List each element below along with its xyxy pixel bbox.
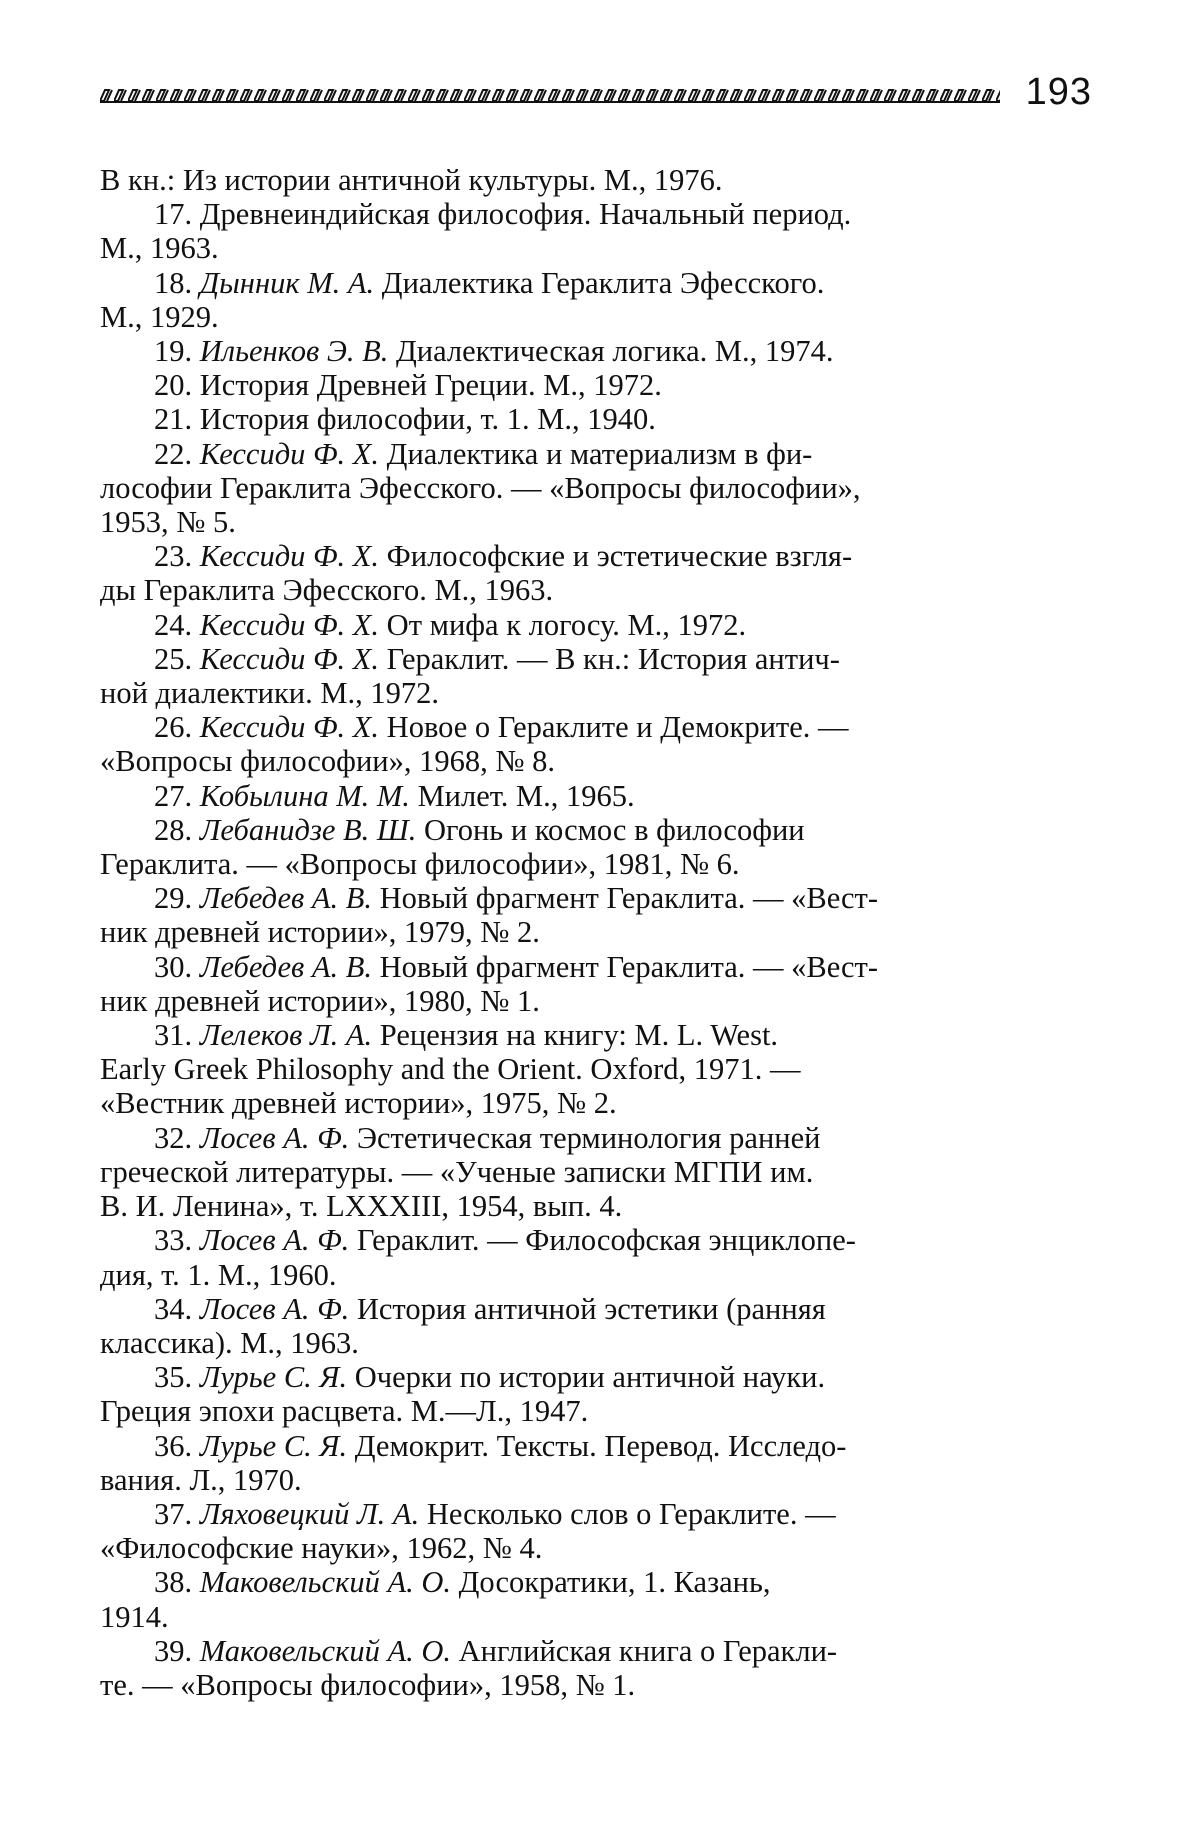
entry-number: 25.	[154, 641, 193, 676]
bibliography-entry	[100, 881, 1100, 915]
entry-number: 29.	[154, 881, 193, 916]
bibliography-entry	[100, 813, 1100, 847]
entry-author: Маковельский А. О.	[199, 1633, 451, 1668]
bibliography-entry-continuation	[100, 1463, 1100, 1497]
entry-text: классика). М., 1963.	[100, 1325, 359, 1360]
bibliography-entry	[100, 1360, 1100, 1394]
entry-author: Кобылина М. М.	[199, 778, 410, 813]
entry-text: Early Greek Philosophy and the Orient. Oxford, 1971. —	[100, 1052, 801, 1087]
entry-text: Гераклит. — В кн.: История антич-	[386, 641, 840, 676]
entry-author: Кессиди Ф. Х.	[199, 641, 380, 676]
entry-text: 1914.	[100, 1599, 169, 1634]
entry-text: Рецензия на книгу: M. L. West.	[379, 1018, 779, 1053]
entry-text: В. И. Ленина», т. LXXXIII, 1954, вып. 4.	[100, 1189, 623, 1224]
entry-number: 36.	[154, 1428, 193, 1463]
entry-text: Очерки по истории античной науки.	[354, 1360, 826, 1395]
bibliography-entry	[100, 950, 1100, 984]
bibliography-entry-continuation	[100, 676, 1100, 710]
entry-text: М., 1963.	[100, 231, 219, 266]
entry-number: 34.	[154, 1291, 193, 1326]
entry-text: Древнеиндийская философия. Начальный период.	[199, 197, 852, 232]
bibliography-entry	[100, 710, 1100, 744]
entry-text: ды Гераклита Эфесского. М., 1963.	[100, 573, 554, 608]
entry-number: 17.	[154, 197, 193, 232]
entry-author: Лебедев А. В.	[199, 881, 372, 916]
bibliography-entry	[100, 266, 1100, 300]
entry-text: ной диалектики. М., 1972.	[100, 676, 439, 711]
entry-text: Новый фрагмент Гераклита. — «Вест-	[379, 881, 879, 916]
entry-author: Лурье С. Я.	[199, 1360, 348, 1395]
entry-number: 19.	[154, 334, 193, 369]
entry-author: Лосев А. Ф.	[199, 1291, 350, 1326]
bibliography-entry	[100, 539, 1100, 573]
entry-author: Кессиди Ф. Х.	[199, 607, 380, 642]
bibliography-entry	[100, 1121, 1100, 1155]
entry-text: «Вопросы философии», 1968, № 8.	[100, 744, 555, 779]
entry-text: те. — «Вопросы философии», 1958, № 1.	[100, 1667, 636, 1702]
bibliography-entry	[100, 1497, 1100, 1531]
bibliography-entry-continuation	[100, 984, 1100, 1018]
decorative-rule-ornament	[100, 87, 1000, 105]
bibliography-entry-continuation	[100, 847, 1100, 881]
entry-author: Дынник М. А.	[199, 265, 375, 300]
entry-text: Английская книга о Геракли-	[458, 1633, 838, 1668]
entry-author: Лелеков Л. А.	[199, 1018, 373, 1053]
entry-text: М., 1929.	[100, 299, 219, 334]
bibliography-entry-continuation	[100, 505, 1100, 539]
bibliography-entry	[100, 437, 1100, 471]
entry-text: Греция эпохи расцвета. М.—Л., 1947.	[100, 1394, 589, 1429]
entry-text: ник древней истории», 1979, № 2.	[100, 915, 540, 950]
entry-number: 18.	[154, 265, 193, 300]
entry-number: 27.	[154, 778, 193, 813]
entry-number: 33.	[154, 1223, 193, 1258]
bibliography-entry	[100, 608, 1100, 642]
entry-text: Диалектика Гераклита Эфесского.	[381, 265, 825, 300]
entry-number: 38.	[154, 1565, 193, 1600]
entry-author: Ильенков Э. В.	[199, 334, 389, 369]
bibliography-entry-continuation	[100, 1052, 1100, 1086]
entry-text: Новый фрагмент Гераклита. — «Вест-	[379, 949, 879, 984]
bibliography-entry	[100, 1565, 1100, 1599]
entry-number: 20.	[154, 368, 193, 403]
entry-text: Философские и эстетические взгля-	[386, 539, 853, 574]
entry-text: дия, т. 1. М., 1960.	[100, 1257, 337, 1292]
entry-author: Кессиди Ф. Х.	[199, 539, 380, 574]
entry-author: Лебедев А. В.	[199, 949, 372, 984]
bibliography-entry	[100, 368, 1100, 402]
entry-text: Демокрит. Тексты. Перевод. Исследо-	[354, 1428, 847, 1463]
entry-number: 23.	[154, 539, 193, 574]
bibliography-entry	[100, 334, 1100, 368]
entry-text: вания. Л., 1970.	[100, 1462, 302, 1497]
entry-text: Диалектика и материализм в фи-	[386, 436, 813, 471]
entry-text: греческой литературы. — «Ученые записки МГПИ им.	[100, 1154, 814, 1189]
entry-author: Кессиди Ф. Х.	[199, 710, 380, 745]
entry-text: лософии Гераклита Эфесского. — «Вопросы философии»,	[100, 470, 861, 505]
entry-author: Кессиди Ф. Х.	[199, 436, 380, 471]
bibliography-entry	[100, 1223, 1100, 1257]
entry-number: 32.	[154, 1120, 193, 1155]
bibliography-entry-continuation	[100, 1668, 1100, 1702]
entry-author: Маковельский А. О.	[199, 1565, 451, 1600]
entry-text: Милет. М., 1965.	[417, 778, 635, 813]
entry-number: 37.	[154, 1496, 193, 1531]
entry-number: 31.	[154, 1018, 193, 1053]
bibliography-entry-continuation	[100, 300, 1100, 334]
entry-text: Гераклит. — Философская энциклопе-	[356, 1223, 856, 1258]
entry-text: История философии, т. 1. М., 1940.	[199, 402, 656, 437]
entry-author: Лосев А. Ф.	[199, 1223, 350, 1258]
entry-number: 22.	[154, 436, 193, 471]
entry-number: 26.	[154, 710, 193, 745]
bibliography-entry-continuation	[100, 471, 1100, 505]
entry-number: 35.	[154, 1360, 193, 1395]
bibliography-list	[100, 163, 1100, 1702]
bibliography-entry-continuation	[100, 744, 1100, 778]
entry-author: Лебанидзе В. Ш.	[199, 812, 417, 847]
entry-text: ник древней истории», 1980, № 1.	[100, 983, 540, 1018]
bibliography-entry-continuation	[100, 1086, 1100, 1120]
entry-text: Диалектическая логика. М., 1974.	[395, 334, 834, 369]
bibliography-entry-continuation	[100, 1326, 1100, 1360]
bibliography-entry-continuation	[100, 231, 1100, 265]
entry-number: 39.	[154, 1633, 193, 1668]
bibliography-entry-continuation	[100, 573, 1100, 607]
bibliography-entry	[100, 1018, 1100, 1052]
entry-number: 21.	[154, 402, 193, 437]
entry-text: История античной эстетики (ранняя	[356, 1291, 826, 1326]
bibliography-entry-continuation	[100, 1155, 1100, 1189]
bibliography-entry	[100, 1634, 1100, 1668]
entry-text: Огонь и космос в философии	[423, 812, 805, 847]
bibliography-entry	[100, 402, 1100, 436]
running-head	[100, 71, 1100, 125]
entry-text: Новое о Гераклите и Демокрите. —	[386, 710, 849, 745]
entry-text: Гераклита. — «Вопросы философии», 1981, № 6.	[100, 847, 740, 882]
entry-text: История Древней Греции. М., 1972.	[199, 368, 662, 403]
bibliography-entry	[100, 642, 1100, 676]
entry-text: «Философские науки», 1962, № 4.	[100, 1531, 543, 1566]
bibliography-entry-continuation	[100, 1189, 1100, 1223]
entry-text: Досократики, 1. Казань,	[458, 1565, 771, 1600]
entry-number: 30.	[154, 949, 193, 984]
bibliography-entry-continuation	[100, 1531, 1100, 1565]
page-number: 193	[1025, 71, 1092, 113]
entry-text: Эстетическая терминология ранней	[356, 1120, 821, 1155]
entry-text: Несколько слов о Гераклите. —	[426, 1496, 836, 1531]
bibliography-entry-continuation	[100, 1258, 1100, 1292]
bibliography-entry-continuation	[100, 1394, 1100, 1428]
bibliography-entry	[100, 779, 1100, 813]
entry-author: Лурье С. Я.	[199, 1428, 348, 1463]
entry-text: 1953, № 5.	[100, 505, 236, 540]
entry-number: 24.	[154, 607, 193, 642]
entry-text: «Вестник древней истории», 1975, № 2.	[100, 1086, 617, 1121]
bibliography-entry	[100, 1429, 1100, 1463]
bibliography-entry	[100, 197, 1100, 231]
entry-text: От мифа к логосу. М., 1972.	[386, 607, 747, 642]
bibliography-entry-continuation	[100, 915, 1100, 949]
bibliography-entry-continuation	[100, 1600, 1100, 1634]
continuation-line: В кн.: Из истории античной культуры. М., 1976.	[100, 163, 723, 197]
entry-number: 28.	[154, 812, 193, 847]
entry-author: Лосев А. Ф.	[199, 1120, 350, 1155]
entry-author: Ляховецкий Л. А.	[199, 1496, 420, 1531]
bibliography-entry	[100, 1292, 1100, 1326]
book-page	[100, 71, 1100, 1702]
